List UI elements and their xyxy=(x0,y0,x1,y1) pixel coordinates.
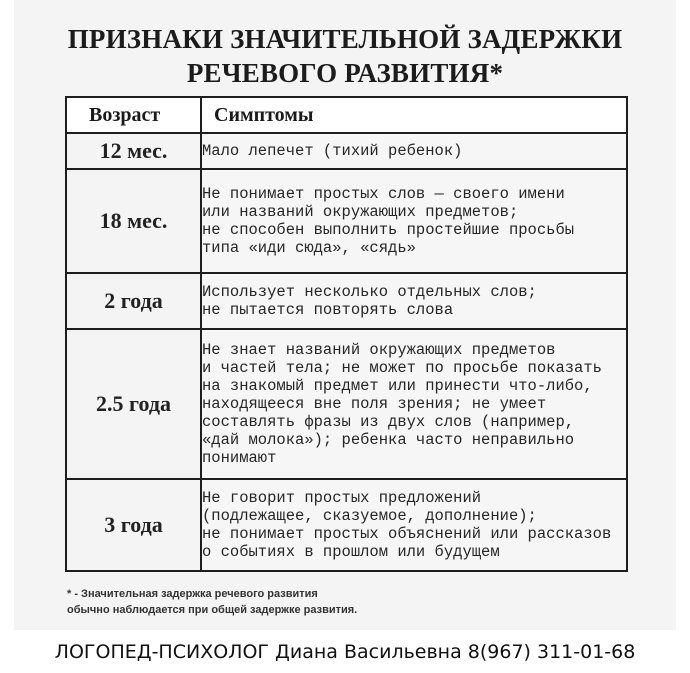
table-header-row xyxy=(66,97,627,133)
symptoms-cell xyxy=(201,133,627,169)
footnote-line-1: * - Значительная задержка речевого развития xyxy=(67,588,318,600)
symptoms-cell xyxy=(201,273,627,329)
age-cell: 18 мес. xyxy=(66,169,201,273)
symptoms-cell xyxy=(201,329,627,479)
table-row-2-years xyxy=(66,273,627,329)
symptom-line: Мало лепечет (тихий ребенок) xyxy=(202,142,463,160)
symptom-line: о событиях в прошлом или будущем xyxy=(202,543,500,561)
symptom-line: Не говорит простых предложений xyxy=(202,489,482,507)
age-cell: 12 мес. xyxy=(66,133,201,169)
speech-delay-table xyxy=(65,96,628,572)
page-title-line-1: ПРИЗНАКИ ЗНАЧИТЕЛЬНОЙ ЗАДЕРЖКИ xyxy=(67,24,623,54)
table-row-3-years xyxy=(66,479,627,571)
age-cell: 2.5 года xyxy=(66,329,201,479)
table-row-18-months xyxy=(66,169,627,273)
symptom-line: понимают xyxy=(202,449,277,467)
page-title-line-2: РЕЧЕВОГО РАЗВИТИЯ* xyxy=(186,58,504,88)
table-row-2-5-years xyxy=(66,329,627,479)
symptom-line: составлять фразы из двух слов (например, xyxy=(202,413,575,431)
symptom-line: не пытается повторять слова xyxy=(202,301,454,319)
age-cell: 3 года xyxy=(66,479,201,571)
footnote-line-2: обычно наблюдается при общей задержке развития. xyxy=(67,604,358,616)
symptom-line: Не понимает простых слов — своего имени xyxy=(202,185,565,203)
symptom-line: и частей тела; не может по просьбе показать xyxy=(202,359,602,377)
symptom-line: не способен выполнить простейшие просьбы xyxy=(202,221,575,239)
author-credit: ЛОГОПЕД-ПСИХОЛОГ Диана Васильевна 8(967) 311-01-68 xyxy=(54,641,636,663)
symptom-line: Не знает названий окружающих предметов xyxy=(202,341,556,359)
symptom-line: Использует несколько отдельных слов; xyxy=(202,283,537,301)
symptom-line: типа «иди сюда», «сядь» xyxy=(202,239,416,257)
symptom-line: «дай молока»); ребенка часто неправильно xyxy=(202,431,575,449)
symptom-line: или названий окружающих предметов; xyxy=(202,203,519,221)
symptom-line: на знакомый предмет или принести что-либо, xyxy=(202,377,593,395)
symptom-line: не понимает простых объяснений или рассказов xyxy=(202,525,612,543)
table-row-12-months xyxy=(66,133,627,169)
age-cell: 2 года xyxy=(66,273,201,329)
symptom-line: находящееся вне поля зрения; не умеет xyxy=(202,395,547,413)
symptoms-cell xyxy=(201,479,627,571)
column-header-age: Возраст xyxy=(66,97,201,133)
symptom-line: (подлежащее, сказуемое, дополнение); xyxy=(202,507,537,525)
column-header-symptoms: Симптомы xyxy=(201,97,627,133)
symptoms-cell xyxy=(201,169,627,273)
